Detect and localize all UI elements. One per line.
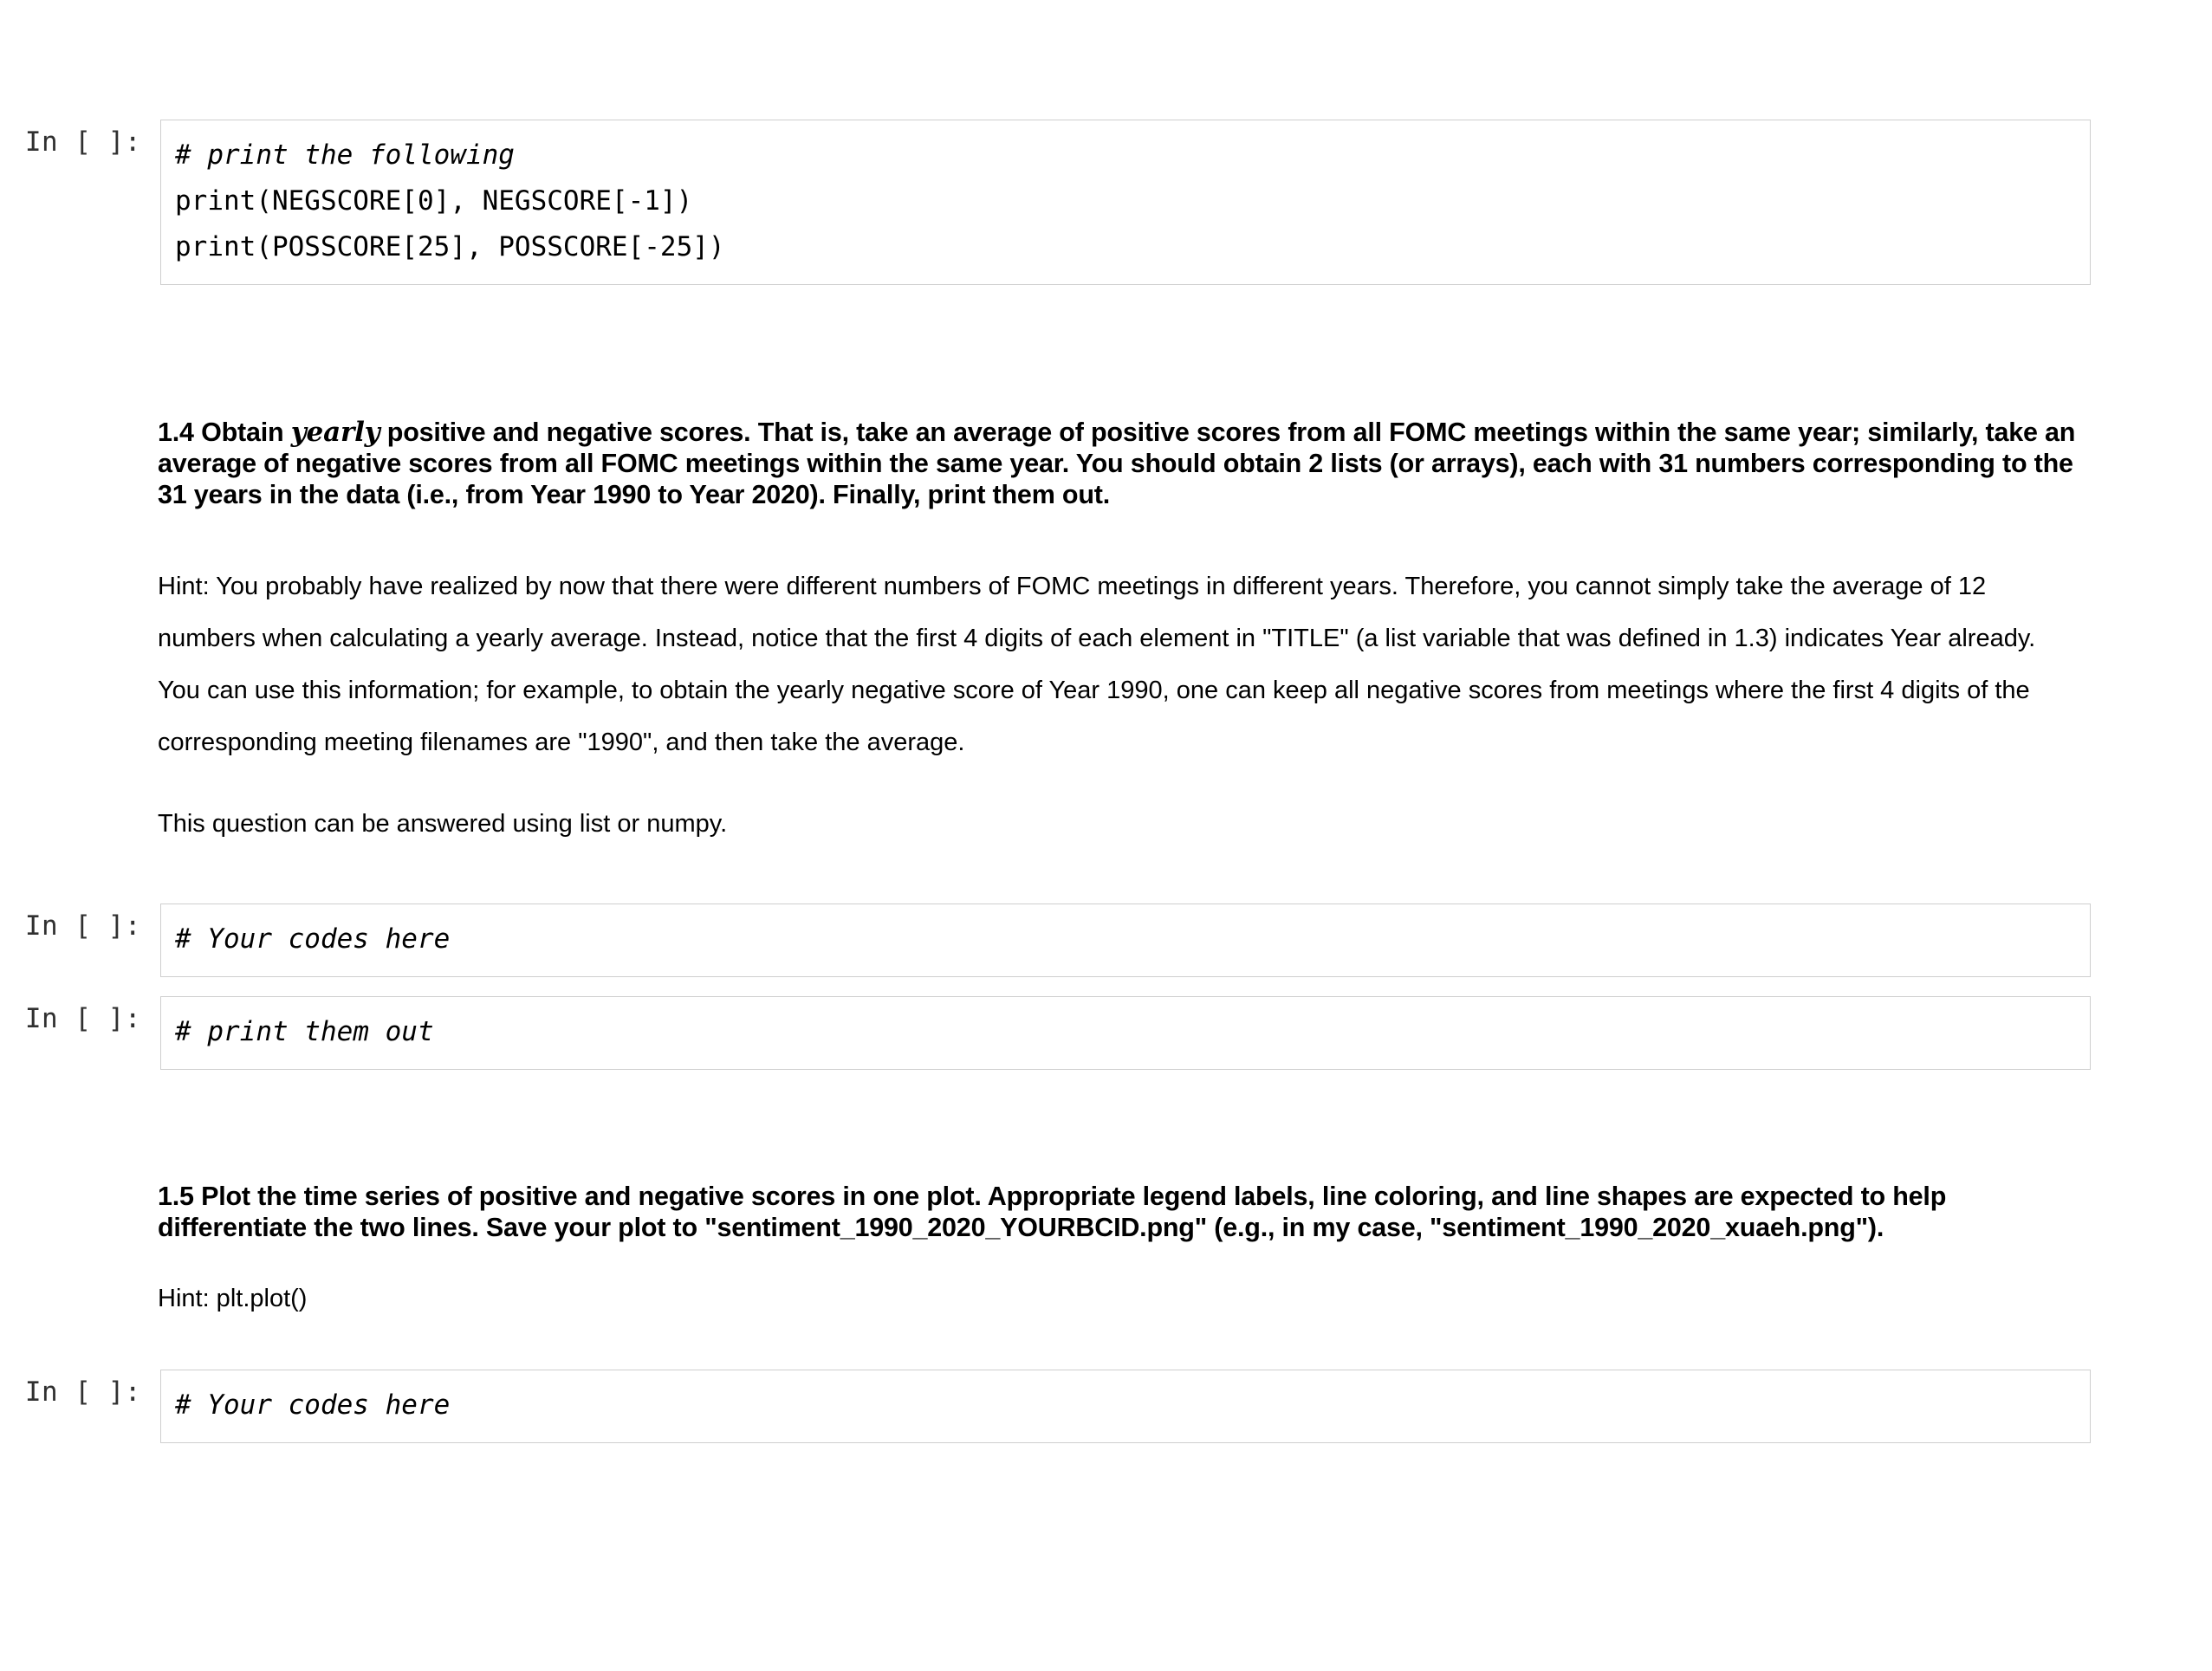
code-line: print(NEGSCORE[0], NEGSCORE[-1]) bbox=[175, 185, 693, 217]
code-input-area[interactable] bbox=[160, 996, 2091, 1070]
cell-prompt: In [ ]: bbox=[24, 126, 141, 158]
cell-prompt: In [ ]: bbox=[24, 1376, 141, 1408]
markdown-cell-1-4 bbox=[0, 417, 2212, 850]
section-1-4-hint: Hint: You probably have realized by now that there were different numbers of FOMC meetings in different years. Therefore, you cannot simply take the average of 12 numbers when calculating a yearly average. Instead, notice that the first 4 digits of each element in "TITLE" (a list variable that was defined in 1.3) indicates Year already. You can use this information; for example, to obtain the yearly negative score of Year 1990, one can keep all negative scores from meetings where the first 4 digits of the corresponding meeting filenames are "1990", and then take the average. bbox=[158, 573, 2036, 756]
heading-text-rest: positive and negative scores. That is, take an average of positive scores from all FOMC meetings within the same year; similarly, take an average of negative scores from all FOMC meetings within the same year. You should obtain 2 lists (or arrays), each with 31 numbers corresponding to the 31 years in the data (i.e., from Year 1990 to Year 2020). Finally, print them out. bbox=[158, 418, 2076, 509]
code-line: # print them out bbox=[175, 1016, 434, 1047]
section-1-5-heading: 1.5 Plot the time series of positive and negative scores in one plot. Appropriate legend labels, line coloring, and line shapes are expected to help differentiate the two lines. Save your plot to "sentiment_1990_2020_YOURBCID.png" (e.g., in my case, "sentiment_1990_2020_xuaeh.png"). bbox=[158, 1182, 1947, 1242]
code-input-area[interactable] bbox=[160, 120, 2091, 285]
notebook-cell[interactable] bbox=[0, 904, 2212, 977]
section-1-4-heading bbox=[158, 417, 2082, 510]
section-1-5-hint: Hint: plt.plot() bbox=[158, 1285, 308, 1312]
code-line: # Your codes here bbox=[175, 1389, 451, 1421]
code-input-area[interactable] bbox=[160, 1370, 2091, 1443]
code-line: # Your codes here bbox=[175, 923, 451, 955]
notebook-cell[interactable] bbox=[0, 1370, 2212, 1443]
notebook-cell[interactable] bbox=[0, 996, 2212, 1070]
markdown-cell-1-5 bbox=[0, 1181, 2212, 1316]
section-1-4-note: This question can be answered using list or numpy. bbox=[158, 810, 728, 838]
cell-prompt: In [ ]: bbox=[24, 1003, 141, 1034]
heading-text-lead: 1.4 Obtain bbox=[158, 418, 291, 447]
notebook-cell[interactable] bbox=[0, 120, 2212, 285]
code-line: # print the following bbox=[175, 139, 515, 171]
code-input-area[interactable] bbox=[160, 904, 2091, 977]
cell-prompt: In [ ]: bbox=[24, 910, 141, 942]
code-line: print(POSSCORE[25], POSSCORE[-25]) bbox=[175, 231, 725, 262]
heading-script-word: yearly bbox=[290, 417, 380, 448]
